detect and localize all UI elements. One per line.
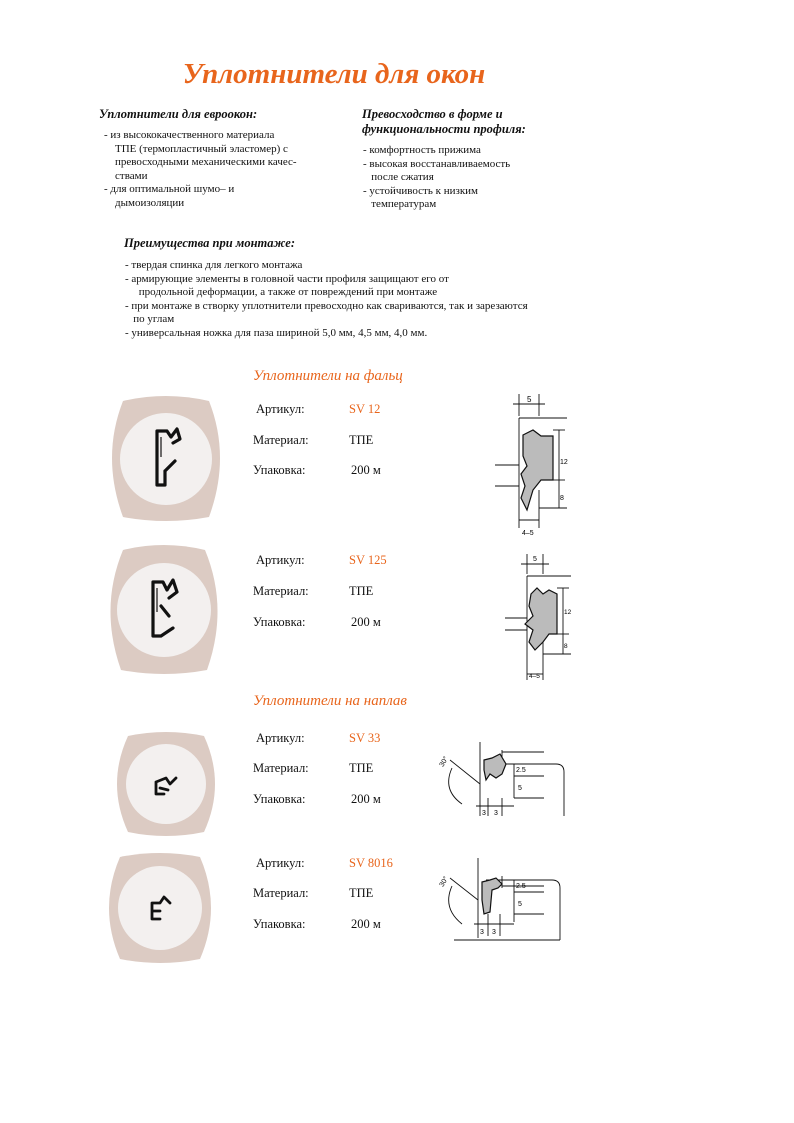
dimension-label: 3: [494, 810, 498, 817]
profile-drawing-sv8016: [440, 856, 572, 944]
list-item: дымоизоляции: [104, 196, 185, 209]
list-item: продольной деформации, а также от повреждений при монтаже: [125, 286, 438, 298]
mounting-heading: Преимущества при монтаже:: [124, 236, 295, 250]
page-title: Уплотнители для окон: [182, 58, 486, 90]
article-label: Артикул:: [256, 402, 305, 416]
article-label: Артикул:: [256, 856, 305, 870]
dimension-label: 3: [482, 810, 486, 817]
list-item: превосходными механическими качес-: [104, 156, 297, 168]
list-item: - высокая восстанавливаемость: [363, 157, 511, 170]
profile-drawing-sv33: [440, 740, 572, 824]
dimension-label: 8: [560, 495, 564, 502]
material-value: ТПЕ: [349, 584, 374, 598]
dimension-label: 5: [533, 556, 537, 563]
package-value: 200 м: [351, 792, 381, 806]
package-value: 200 м: [351, 615, 381, 629]
package-value: 200 м: [351, 463, 381, 477]
profile-heading-line: Превосходство в форме и: [362, 107, 503, 121]
material-label: Материал:: [253, 584, 309, 598]
mounting-list: [125, 259, 528, 340]
list-item: ТПЕ (термопластичный эластомер) с: [104, 142, 288, 155]
material-value: ТПЕ: [349, 761, 374, 775]
profile-drawing-sv125: [503, 550, 579, 684]
list-item: после сжатия: [363, 171, 434, 183]
package-label: Упаковка:: [253, 917, 306, 931]
list-item: ствами: [104, 169, 148, 182]
list-item: - твердая спинка для легкого монтажа: [125, 259, 303, 271]
material-label: Материал:: [253, 761, 309, 775]
profile-heading: [362, 107, 526, 137]
list-item: - при монтаже в створку уплотнители превосходно как свариваются, так и зарезаются: [125, 299, 528, 312]
article-value: SV 125: [349, 553, 387, 567]
dimension-label: 8: [564, 643, 568, 650]
package-label: Упаковка:: [253, 792, 306, 806]
profile-drawing-sv12: [493, 390, 575, 540]
dimension-label: 2.5: [516, 883, 526, 890]
dimension-label: 12: [560, 459, 568, 466]
list-item: - из высококачественного материала: [104, 129, 275, 141]
dimension-label: 12: [564, 609, 572, 616]
article-label: Артикул:: [256, 731, 305, 745]
package-label: Упаковка:: [253, 463, 306, 477]
article-value: SV 8016: [349, 856, 393, 870]
package-label: Упаковка:: [253, 615, 306, 629]
dimension-label: 3: [480, 929, 484, 936]
section-title-overlap: Уплотнители на наплав: [253, 693, 407, 709]
profile-heading-line: функциональности профиля:: [362, 122, 526, 136]
list-item: - для оптимальной шумо– и: [104, 183, 235, 195]
seal-photo-sv33: [110, 732, 222, 836]
euro-heading: Уплотнители для евроокон:: [99, 107, 258, 121]
profile-list: [363, 144, 510, 212]
list-item: температурам: [363, 198, 437, 210]
dimension-label: 3: [492, 929, 496, 936]
article-label: Артикул:: [256, 553, 305, 567]
euro-list: [104, 129, 297, 210]
list-item: - армирующие элементы в головной части профиля защищают его от: [125, 272, 449, 285]
article-value: SV 33: [349, 731, 381, 745]
material-value: ТПЕ: [349, 886, 374, 900]
dimension-label: 5: [518, 785, 522, 792]
dimension-label: 30°: [438, 875, 451, 889]
list-item: - универсальная ножка для паза шириной 5,0 мм, 4,5 мм, 4,0 мм.: [125, 326, 428, 339]
seal-photo-sv125: [103, 546, 225, 674]
dimension-label: 2.5: [516, 767, 526, 774]
seal-photo-sv8016: [102, 853, 218, 963]
material-label: Материал:: [253, 886, 309, 900]
package-value: 200 м: [351, 917, 381, 931]
list-item: - устойчивость к низким: [363, 184, 479, 197]
dimension-label: 5: [518, 901, 522, 908]
material-value: ТПЕ: [349, 433, 374, 447]
material-label: Материал:: [253, 433, 309, 447]
dimension-label: 5: [527, 395, 532, 404]
list-item: - комфортность прижима: [363, 144, 481, 156]
article-value: SV 12: [349, 402, 381, 416]
dimension-label: 30°: [438, 755, 451, 769]
dimension-label: 4–5: [522, 530, 534, 537]
section-title-rebate: Уплотнители на фальц: [253, 368, 403, 384]
dimension-label: 4–5: [529, 673, 540, 680]
seal-photo-sv12: [105, 397, 227, 521]
list-item: по углам: [125, 313, 175, 325]
